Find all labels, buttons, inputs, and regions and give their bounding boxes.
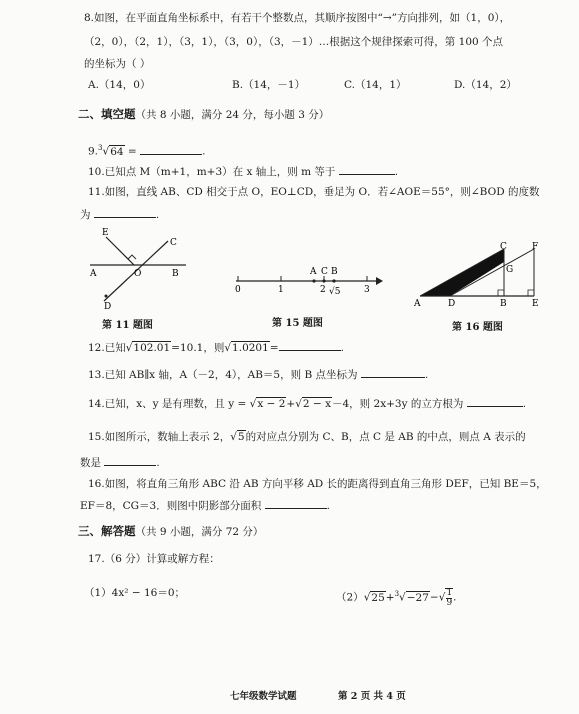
q17-p2-root-index: 3 — [394, 590, 400, 598]
q13-answer-blank[interactable] — [361, 367, 425, 378]
q10-answer-blank[interactable] — [339, 164, 395, 175]
section-2-title: 二、填空题 — [78, 107, 136, 121]
fig15-label-c: C — [321, 267, 328, 277]
fig15-caption: 第 15 题图 — [272, 318, 323, 329]
q9-number: 9. — [88, 145, 99, 158]
q16-end: . — [326, 500, 330, 512]
fig11-label-o: O — [134, 269, 142, 279]
fig16-label-d: D — [448, 299, 456, 309]
footer-page: 第 2 页 共 4 页 — [338, 691, 406, 702]
q17-p2-denominator: 9 — [446, 597, 453, 608]
figure-16 — [410, 240, 545, 312]
fig15-tick-2: 2 — [320, 285, 326, 295]
q14-prefix: 14.已知，x、y 是有理数，且 y = — [88, 398, 247, 410]
q8-line-1: 8.如图，在平面直角坐标系中，有若干个整数点，其顺序按图中“→”方向排列，如（1，0）， — [84, 12, 511, 24]
q15-line-1: 15.如图所示，数轴上表示 2，√5的对应点分别为 C、B，点 C 是 AB 的中点，则点 A 表示的 — [88, 431, 526, 443]
q14-radicand-1: x − 2 — [257, 398, 286, 410]
q11-end: . — [155, 209, 160, 221]
q14-mid: －4，则 2x+3y 的立方根为 — [332, 398, 464, 410]
q16-answer-blank[interactable] — [265, 498, 327, 509]
q14-end: . — [522, 398, 527, 410]
fig15-label-b: B — [331, 267, 338, 277]
q8-option-d: D.（14，2） — [454, 79, 517, 91]
q10 — [88, 164, 398, 179]
footer-left: 七年级数学试题 — [230, 691, 297, 702]
q14: 14.已知，x、y 是有理数，且 y = √x − 2+√2 − x－4，则 2x+3y 的立方根为 . — [88, 398, 527, 410]
section-2-desc: （共 8 小题，满分 24 分，每小题 3 分） — [135, 109, 330, 121]
section-3-title: 三、解答题 — [78, 524, 136, 538]
q9-radicand: 64 — [110, 145, 124, 158]
section-3-heading — [78, 524, 263, 539]
q12-radicand-1: 102.01 — [133, 342, 171, 354]
q12-prefix: 12.已知 — [88, 342, 126, 354]
q9: 9.$^3$√64 = . — [88, 144, 206, 158]
q11-line-2 — [80, 207, 159, 222]
q8-option-b: B.（14，－1） — [232, 79, 306, 91]
fig11-label-a: A — [90, 269, 97, 279]
q8-line-2: （2，0），（2，1），（3，1），（3，0），（3，－1）…根据这个规律探索可得，第 100 个点 — [84, 36, 504, 48]
q16-line-2 — [80, 498, 330, 513]
q15-rest: 的对应点分别为 C、B，点 C 是 AB 的中点，则点 A 表示的 — [245, 431, 526, 443]
q16-prefix: EF＝8，CG＝3．则图中阴影部分面积 — [80, 500, 262, 512]
q12-end: . — [340, 342, 344, 354]
q13 — [88, 367, 428, 382]
q11-prefix: 为 — [80, 209, 91, 221]
q11-answer-blank[interactable] — [94, 207, 156, 218]
fig15-tick-1: 1 — [278, 285, 284, 295]
q15-prefix-2: 数是 — [80, 457, 101, 469]
q8-line-3: 的坐标为（ ） — [84, 58, 151, 70]
q8-option-c: C.（14，1） — [344, 79, 407, 91]
q17-part-1: （1）4x² − 16＝0； — [84, 587, 186, 599]
q12-answer-blank[interactable] — [279, 340, 341, 351]
q9-end: . — [202, 145, 206, 158]
q17-title: 17.（6 分）计算或解方程： — [88, 553, 220, 565]
q15-line-2 — [80, 455, 160, 470]
q17-p2-radicand-2: −27 — [406, 591, 429, 604]
q11-line-1: 11.如图，直线 AB、CD 相交于点 O，EO⊥CD，垂足为 O．若∠AOE＝55°，则∠BOD 的度数 — [88, 186, 540, 198]
q13-text: 13.已知 AB∥x 轴，A（－2，4），AB＝5，则 B 点坐标为 — [88, 369, 358, 381]
fig11-label-d: D — [104, 302, 112, 310]
q17-p2-plus: + — [385, 591, 395, 604]
fig11-label-b: B — [172, 269, 179, 279]
fig11-label-c: C — [170, 238, 177, 248]
q8-option-a: A.（14，0） — [88, 79, 151, 91]
q14-radicand-2: 2 − x — [302, 398, 331, 410]
q17-p2-fraction — [445, 588, 453, 608]
fig11-caption: 第 11 题图 — [102, 320, 153, 331]
q17-p2-numerator: 1 — [446, 587, 453, 598]
q10-end: . — [394, 166, 399, 178]
q14-plus: + — [286, 398, 296, 410]
section-2-heading — [78, 107, 329, 122]
q15-radicand: 5 — [237, 431, 245, 443]
fig16-label-f: F — [532, 242, 539, 252]
q13-end: . — [424, 369, 429, 381]
figure-11 — [84, 225, 194, 310]
q12: 12.已知√102.01=10.1，则√1.0201= . — [88, 342, 344, 354]
q15-end: . — [156, 457, 160, 469]
q17-p2-minus: − — [429, 591, 439, 604]
q12-radicand-2: 1.0201 — [232, 342, 269, 354]
q17-p2-end: . — [453, 591, 457, 604]
fig15-tick-3: 3 — [364, 285, 370, 295]
figure-15 — [228, 262, 384, 304]
q9-answer-blank[interactable] — [140, 144, 202, 155]
fig16-label-b: B — [500, 299, 507, 309]
q17-p2-prefix: （2） — [336, 591, 364, 604]
q14-answer-blank[interactable] — [467, 396, 523, 407]
q9-equals: = — [127, 145, 137, 158]
fig16-label-c: C — [500, 242, 507, 252]
fig15-sqrt5-label: √5 — [329, 287, 341, 297]
q12-equals: = — [269, 342, 279, 354]
q12-mid: =10.1，则 — [171, 342, 225, 354]
q17-part-2: （2）√25+$^3$√−27−√ $\frac{1}{9}$ . — [336, 587, 457, 608]
q15-prefix: 15.如图所示，数轴上表示 2， — [88, 431, 231, 443]
q10-text: 10.已知点 M（m+1，m+3）在 x 轴上，则 m 等于 — [88, 166, 336, 178]
fig16-caption: 第 16 题图 — [452, 322, 503, 333]
section-3-desc: （共 9 小题，满分 72 分） — [135, 526, 264, 538]
fig16-label-a: A — [414, 299, 421, 309]
q9-root-index: 3 — [98, 144, 103, 152]
fig15-label-a: A — [310, 267, 317, 277]
q16-line-1: 16.如图，将直角三角形 ABC 沿 AB 方向平移 AD 长的距离得到直角三角形 DEF，已知 BE＝5， — [88, 478, 547, 490]
fig11-label-e: E — [102, 228, 109, 238]
fig16-label-g: G — [506, 265, 514, 275]
fig15-tick-0: 0 — [235, 285, 241, 295]
q17-p2-radicand-1: 25 — [371, 591, 385, 604]
q15-answer-blank[interactable] — [104, 455, 156, 466]
fig16-label-e: E — [532, 299, 539, 309]
